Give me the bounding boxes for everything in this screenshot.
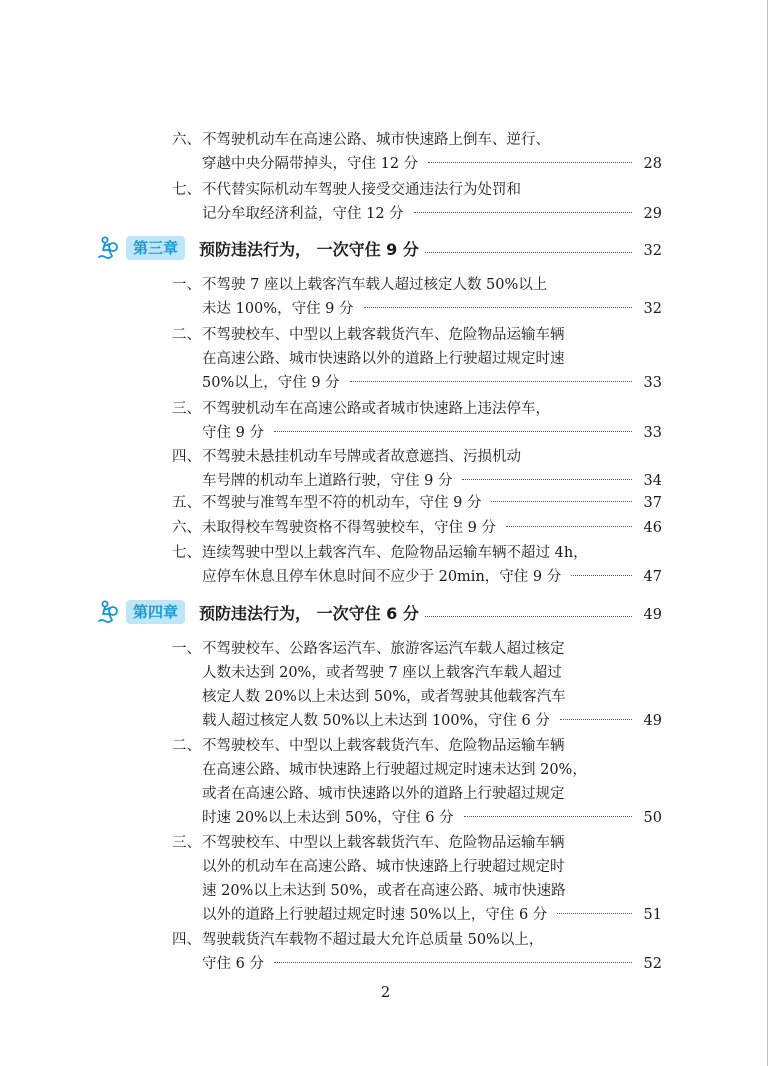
toc-entry-text-line — [202, 371, 662, 395]
toc-entry-line — [172, 371, 662, 395]
toc-page-number: 34 — [643, 473, 662, 489]
toc-entry-line — [172, 685, 662, 709]
toc-entry-text: 50%以上，守住 9 分 — [202, 375, 340, 391]
dot-leader — [464, 816, 632, 817]
toc-entry-text-line — [202, 758, 662, 782]
dot-leader — [425, 616, 632, 617]
toc-entry-text: 时速 20%以上未达到 50%，守住 6 分 — [202, 810, 454, 826]
chapter-heading[interactable] — [96, 233, 662, 263]
toc-entry-text: 驾驶载货汽车载物不超过最大允许总质量 50%以上， — [202, 932, 544, 948]
toc-entry-line — [172, 903, 662, 927]
toc-entry-line — [172, 202, 662, 226]
toc-entry-line — [172, 831, 662, 855]
toc-entry-text-line — [202, 128, 662, 152]
toc-entry-text-line — [202, 273, 662, 297]
toc-page-number: 47 — [643, 569, 662, 585]
toc-entry-text-line — [202, 831, 662, 855]
dot-leader — [491, 501, 632, 502]
toc-entry-line — [172, 273, 662, 297]
toc-entry[interactable] — [172, 445, 662, 493]
dot-leader — [350, 381, 632, 382]
toc-entry[interactable] — [172, 323, 662, 395]
toc-entry-text-line — [202, 421, 662, 445]
toc-entry-line — [172, 469, 662, 493]
toc-entry-text: 在高速公路、城市快速路上行驶超过规定时速未达到 20%， — [202, 762, 587, 778]
toc-page-number: 28 — [643, 156, 662, 172]
toc-page-number: 37 — [643, 495, 662, 511]
toc-entry-text: 速 20%以上未达到 50%，或者在高速公路、城市快速路 — [202, 883, 566, 899]
toc-entry-text: 载人超过核定人数 50%以上未达到 100%，守住 6 分 — [202, 713, 550, 729]
toc-entry[interactable] — [172, 178, 662, 226]
chapter-badge: 第四章 — [126, 600, 185, 624]
toc-page-number: 49 — [643, 607, 662, 623]
toc-entry-text-line — [202, 782, 662, 806]
toc-entry-text-line — [202, 952, 662, 976]
toc-entry-text-line — [202, 152, 662, 176]
toc-entry-text: 守住 9 分 — [202, 425, 264, 441]
toc-entry-number: 二、 — [172, 738, 201, 754]
dot-leader — [462, 479, 632, 480]
toc-entry-line — [172, 565, 662, 589]
toc-entry-text: 不驾驶机动车在高速公路或者城市快速路上违法停车， — [202, 401, 550, 417]
toc-entry-text: 不驾驶机动车在高速公路、城市快速路上倒车、逆行、 — [202, 132, 550, 148]
toc-entry-text-line — [202, 709, 662, 733]
toc-entry-text: 不驾驶校车、中型以上载客载货汽车、危险物品运输车辆 — [202, 835, 565, 851]
toc-entry-text-line — [202, 734, 662, 758]
toc-entry-text: 连续驾驶中型以上载客汽车、危险物品运输车辆不超过 4h， — [202, 545, 588, 561]
toc-entry-number: 三、 — [172, 835, 201, 851]
toc-page-number: 50 — [643, 810, 662, 826]
toc-entry-text-line — [202, 323, 662, 347]
toc-entry-text-line — [202, 879, 662, 903]
toc-entry-line — [172, 491, 662, 515]
toc-entry-number: 一、 — [172, 277, 201, 293]
toc-entry-line — [172, 855, 662, 879]
page-number: 2 — [380, 983, 391, 1001]
toc-entry-text-line — [202, 541, 662, 565]
toc-entry[interactable] — [172, 831, 662, 927]
toc-entry-text: 不驾驶 7 座以上载客汽车载人超过核定人数 50%以上 — [202, 277, 548, 293]
toc-entry[interactable] — [172, 928, 662, 976]
toc-entry-line — [172, 347, 662, 371]
toc-entry[interactable] — [172, 541, 662, 589]
chapter-title: 预防违法行为， 一次守住 9 分 — [199, 239, 419, 259]
toc-entry-text-line — [202, 297, 662, 321]
toc-entry-text: 未取得校车驾驶资格不得驾驶校车，守住 9 分 — [202, 520, 496, 536]
toc-entry-line — [172, 516, 662, 540]
dot-leader — [274, 962, 632, 963]
toc-entry-text: 不代替实际机动车驾驶人接受交通违法行为处罚和 — [202, 182, 521, 198]
dot-leader — [506, 526, 632, 527]
toc-entry-text: 守住 6 分 — [202, 956, 264, 972]
toc-page-number: 51 — [643, 907, 662, 923]
toc-entry-number: 七、 — [172, 182, 201, 198]
toc-page-number: 29 — [643, 206, 662, 222]
toc-entry-text: 以外的机动车在高速公路、城市快速路上行驶超过规定时 — [202, 859, 565, 875]
dot-leader — [428, 162, 632, 163]
toc-entry-line — [172, 709, 662, 733]
chapter-badge: 第三章 — [126, 236, 185, 260]
toc-entry-text: 不驾驶校车、中型以上载客载货汽车、危险物品运输车辆 — [202, 738, 565, 754]
toc-entry-text: 核定人数 20%以上未达到 50%，或者驾驶其他载客汽车 — [202, 689, 566, 705]
toc-entry-number: 四、 — [172, 932, 201, 948]
toc-page-number: 33 — [643, 425, 662, 441]
toc-entry-text: 人数未达到 20%，或者驾驶 7 座以上载客汽车载人超过 — [202, 665, 562, 681]
toc-entry[interactable] — [172, 273, 662, 321]
toc-entry-text-line — [202, 347, 662, 371]
toc-entry[interactable] — [172, 516, 662, 540]
toc-entry-text: 车号牌的机动车上道路行驶，守住 9 分 — [202, 473, 453, 489]
toc-entry-text-line — [202, 445, 662, 469]
toc-entry-line — [172, 637, 662, 661]
toc-entry[interactable] — [172, 491, 662, 515]
toc-entry-number: 三、 — [172, 401, 201, 417]
toc-entry-text-line — [202, 928, 662, 952]
toc-entry-text-line — [202, 661, 662, 685]
toc-entry-number: 七、 — [172, 545, 201, 561]
toc-entry-number: 四、 — [172, 449, 201, 465]
toc-entry[interactable] — [172, 397, 662, 445]
toc-entry-text-line — [202, 637, 662, 661]
toc-entry-number: 一、 — [172, 641, 201, 657]
toc-entry-line — [172, 879, 662, 903]
dot-leader — [364, 307, 632, 308]
dot-leader — [560, 719, 632, 720]
toc-entry-text-line — [202, 806, 662, 830]
toc-page-number: 33 — [643, 375, 662, 391]
toc-page-number: 52 — [643, 956, 662, 972]
toc-entry-line — [172, 421, 662, 445]
driver-steering-icon — [96, 599, 122, 625]
dot-leader — [274, 431, 632, 432]
toc-entry-line — [172, 758, 662, 782]
toc-entry-text: 应停车休息且停车休息时间不应少于 20min，守住 9 分 — [202, 569, 562, 585]
toc-entry-line — [172, 297, 662, 321]
toc-entry[interactable] — [172, 637, 662, 733]
toc-entry-text-line — [202, 469, 662, 493]
toc-entry-line — [172, 541, 662, 565]
toc-entry-text: 记分牟取经济利益，守住 12 分 — [202, 206, 404, 222]
dot-leader — [557, 913, 632, 914]
toc-entry-line — [172, 178, 662, 202]
toc-entry-text-line — [202, 685, 662, 709]
toc-entry-text: 穿越中央分隔带掉头，守住 12 分 — [202, 156, 419, 172]
toc-entry-text: 在高速公路、城市快速路以外的道路上行驶超过规定时速 — [202, 351, 565, 367]
toc-entry-text: 不驾驶未悬挂机动车号牌或者故意遮挡、污损机动 — [202, 449, 521, 465]
toc-entry-line — [172, 734, 662, 758]
toc-entry-text-line — [202, 855, 662, 879]
toc-entry[interactable] — [172, 128, 662, 176]
driver-steering-icon — [96, 235, 122, 261]
toc-entry-number: 六、 — [172, 132, 201, 148]
toc-page-number: 46 — [643, 520, 662, 536]
toc-page-number: 49 — [643, 713, 662, 729]
chapter-title: 预防违法行为， 一次守住 6 分 — [199, 603, 419, 623]
toc-entry[interactable] — [172, 734, 662, 830]
toc-entry-text: 不驾驶校车、中型以上载客载货汽车、危险物品运输车辆 — [202, 327, 565, 343]
toc-entry-text-line — [202, 178, 662, 202]
toc-entry-text: 不驾驶校车、公路客运汽车、旅游客运汽车载人超过核定 — [202, 641, 565, 657]
toc-entry-text-line — [202, 903, 662, 927]
toc-entry-line — [172, 928, 662, 952]
toc-entry-text-line — [202, 397, 662, 421]
toc-entry-text-line — [202, 516, 662, 540]
toc-entry-number: 六、 — [172, 520, 201, 536]
toc-entry-number: 五、 — [172, 495, 201, 511]
toc-entry-line — [172, 806, 662, 830]
toc-entry-line — [172, 152, 662, 176]
toc-entry-text: 或者在高速公路、城市快速路以外的道路上行驶超过规定 — [202, 786, 565, 802]
toc-entry-text-line — [202, 491, 662, 515]
toc-entry-text-line — [202, 202, 662, 226]
chapter-heading[interactable] — [96, 597, 662, 627]
toc-entry-line — [172, 323, 662, 347]
toc-entry-text: 以外的道路上行驶超过规定时速 50%以上，守住 6 分 — [202, 907, 548, 923]
toc-entry-line — [172, 952, 662, 976]
dot-leader — [571, 575, 632, 576]
toc-page-number: 32 — [643, 301, 662, 317]
toc-entry-text-line — [202, 565, 662, 589]
toc-entry-line — [172, 445, 662, 469]
toc-entry-line — [172, 128, 662, 152]
toc-entry-text: 不驾驶与准驾车型不符的机动车，守住 9 分 — [202, 495, 482, 511]
toc-entry-line — [172, 397, 662, 421]
toc-entry-line — [172, 782, 662, 806]
dot-leader — [425, 252, 632, 253]
dot-leader — [414, 212, 632, 213]
toc-entry-text: 未达 100%，守住 9 分 — [202, 301, 354, 317]
toc-page-number: 32 — [643, 243, 662, 259]
toc-entry-line — [172, 661, 662, 685]
toc-entry-number: 二、 — [172, 327, 201, 343]
